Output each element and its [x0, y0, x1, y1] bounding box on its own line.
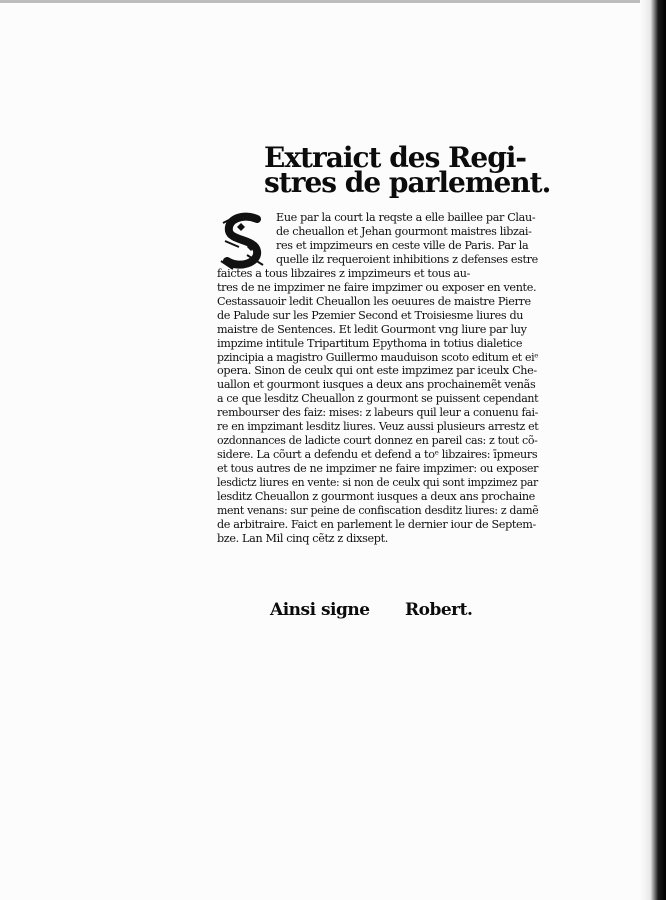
body-line: a ce que lesditz Cheuallon z gourmont se puissent cependant	[217, 392, 539, 406]
decorated-initial	[217, 211, 271, 271]
body-line: faictes a tous libzaires z impzimeurs et tous au-	[217, 266, 471, 280]
body-line: pzincipia a magistro Guillermo mauduison scoto editum et eiᵉ	[217, 350, 539, 364]
body-line: opera. Sinon de ceulx qui ont este impzimez par iceulx Che-	[217, 364, 537, 378]
signature-name: Robert.	[405, 600, 473, 620]
scan-top-edge	[0, 0, 666, 3]
body-line: sidere. La cõurt a defendu et defend a toᵉ libzaires: īpmeurs	[217, 448, 538, 462]
body-line: Eue par la court la reqste a elle baillee par Clau-	[276, 211, 536, 224]
body-line: bze. Lan Mil cinq cẽtz z dixsept.	[217, 531, 388, 545]
decorated-initial-s-icon	[217, 211, 271, 271]
body-line: rembourser des faiz: mises: z labeurs quil leur a conuenu fai-	[217, 406, 539, 420]
body-line: quelle ilz requeroient inhibitions z defenses estre	[276, 252, 538, 266]
body-line: res et impzimeurs en ceste ville de Paris. Par la	[276, 238, 529, 252]
body-line: uallon et gourmont iusques a deux ans prochainemẽt venãs	[217, 378, 536, 392]
body-line: impzime intitule Tripartitum Epythoma in totius dialetice	[217, 336, 523, 350]
body-line: re en impzimant lesditz liures. Veuz aussi plusieurs arrestz et	[217, 420, 539, 434]
body-line: tres de ne impzimer ne faire impzimer ou exposer en vente.	[217, 280, 537, 294]
body-line: maistre de Sentences. Et ledit Gourmont vng liure par luy	[217, 322, 527, 336]
body-line: ment venans: sur peine de confiscation desditz liures: z damẽ	[217, 503, 539, 517]
body-line: de cheuallon et Jehan gourmont maistres libzai-	[276, 224, 532, 238]
scan-right-edge	[640, 0, 666, 900]
body-line: de Palude sur les Pzemier Second et Troisiesme liures du	[217, 308, 524, 322]
body-line: lesditz Cheuallon z gourmont iusques a deux ans prochaine	[217, 490, 535, 503]
body-line: de arbitraire. Faict en parlement le dernier iour de Septem-	[217, 517, 536, 531]
body-line: Cestassauoir ledit Cheuallon les oeuures de maistre Pierre	[217, 294, 531, 308]
title-line-2: stres de parlement.	[264, 166, 551, 199]
body-line: ozdonnances de ladicte court donnez en pareil cas: z tout cõ-	[217, 434, 538, 448]
signature-label: Ainsi signe	[270, 600, 370, 620]
body-line: lesdictz liures en vente: si non de ceulx qui sont impzimez par	[217, 476, 538, 490]
body-line: et tous autres de ne impzimer ne faire impzimer: ou exposer	[217, 462, 539, 476]
title-line-1: Extraict des Regi-	[264, 141, 527, 174]
